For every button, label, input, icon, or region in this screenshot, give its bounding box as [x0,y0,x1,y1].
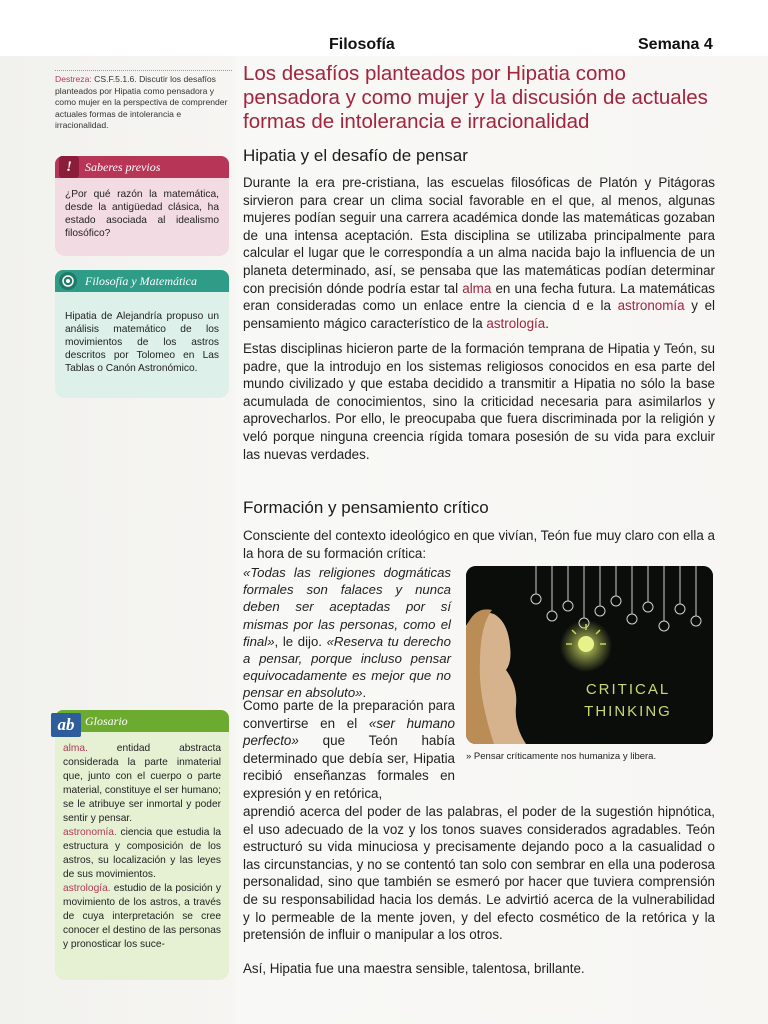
destreza-box [55,70,232,132]
glossary-term: alma. [63,743,88,754]
image-overlay-text: CRITICAL [585,681,671,698]
filosofia-matematica-title: Filosofía y Matemática [85,274,197,288]
section-heading: Hipatia y el desafío de pensar [243,146,468,165]
head-gears-icon [59,272,77,290]
glossary-term: astrología. [63,883,111,894]
paragraph-text: que Teón había determinado que debía ser, Hipatia recibió enseñanzas formales en expresión y en retórica, [243,733,455,801]
glossary-definition: ciencia que estudia la estructura y composición de los astros, su localización y las leyes de sus movimientos. [63,827,221,880]
filosofia-matematica-header [55,270,229,292]
exclamation-icon: ! [59,156,79,178]
paragraph-text: . [545,315,549,331]
saberes-previos-header [55,156,229,178]
paragraph-closing: Así, Hipatia fue una maestra sensible, talentosa, brillante. [243,961,585,976]
glosario-header [55,710,229,732]
saberes-previos-card [55,156,229,256]
paragraph-2: Estas disciplinas hicieron parte de la formación temprana de Hipatia y Teón, su padre, que la introdujo en los sistemas religiosos conocidos en esa parte del mundo civilizado y que estaba decidido a transmitir a Hipatia no sólo la base acumulada de conocimientos, sino la criticidad necesaria para asimilarlos y aprovecharlos. Por ello, le preocupaba que fuera discriminada por la religión y veló porque ninguna creencia rígida tomara posesión de su vida para excluir las nuevas verdades. [243,341,715,462]
glosario-badge: ab [51,713,81,737]
highlight-astronomia: astronomía [617,298,685,314]
paragraph-text: en una fecha futura. La matemáticas eran consideradas como un enlace entre la ciencia d e la [243,280,715,314]
saberes-previos-text: ¿Por qué razón la matemática, desde la antigüedad clásica, ha estado asociada al idealismo filosófico? [65,189,219,239]
paragraph-1 [243,174,715,332]
glossary-term: astronomía. [63,827,117,838]
quote-text: «Reserva tu derecho a pensar, porque incluso pensar equivocadamente es mejor que no pensar en absoluto» [243,633,451,701]
paragraph-text: y el pensamiento mágico característico de la [243,298,716,331]
filosofia-matematica-text: Hipatia de Alejandría propuso un análisis matemático de los movimientos de los astros descritos por Tolomeo en Las Tablas o Canón Astronómico. [65,311,219,374]
glossary-definition: entidad abstracta considerada la parte inmaterial que, junto con el cuerpo o parte material, constituye el ser humano; se le atribuye ser inmortal y poder sentir y pensar. [63,743,221,824]
critical-thinking-image [466,566,713,744]
image-caption: » Pensar críticamente nos humaniza y libera. [466,751,657,762]
destreza-text: CS.F.5.1.6. Discutir los desafíos planteados por Hipatia como pensadora y como mujer en la perspectiva de comprender actuales formas de intolerancia e irracionalidad. [55,74,228,131]
quote-end: . [362,685,367,701]
paragraph-text: Durante la era pre-cristiana, las escuelas filosóficas de Platón y Pitágoras sirvieron para crear un clima social favorable en el que, al menos, algunas mujeres podían seguir una carrera académica donde las matemáticas gozaban de una intensa aceptación. Esta disciplina se utilizaba principalmente para calcular el lugar que le correspondía a un alma nacida bajo la influencia de un planeta determinado, así, se pensaba que las matemáticas podían determinar con precisión dónde podría estar tal [243,175,715,296]
glosario-card [55,710,229,980]
theon-quote [243,564,451,702]
subject-header: Filosofía [329,36,395,53]
glosario-title: Glosario [85,714,128,728]
filosofia-matematica-card [55,270,229,398]
paragraph-text: Como parte de la preparación para convertirse en el [243,698,455,731]
saberes-previos-title: Saberes previos [85,160,161,174]
image-overlay-text: THINKING [584,703,672,720]
quote-connector: , le dijo. [274,633,327,649]
destreza-label: Destreza: [55,74,92,84]
glossary-definition: estudio de la posición y movimiento de los astros, a través de cuya interpretación se cree conocer el destino de las personas y pronosticar los suce- [63,883,221,950]
paragraph-intro: Consciente del contexto ideológico en que vivían, Teón fue muy claro con ella a la hora de su formación crítica: [243,528,715,561]
paragraph-continued: aprendió acerca del poder de las palabras, el poder de la sugestión hipnótica, el uso adecuado de la voz y los tonos suaves considerados agradables. Teón estructuró su vida minuciosa y precisamente dejando poco a la casualidad o las circunstancias, y no se contentó tan solo con sembrar en ella una poderosa personalidad, sino que también se esmeró por hacer que tuviera comprensión de su responsabilidad hacia los demás. Le advirtió acerca de la vulnerabilidad y lo permeable de la mente joven, y del efecto cosmético de la retórica y la pretensión de influir o manipular a los otros. [243,804,715,943]
highlight-alma: alma [462,280,492,296]
paragraph-wrap [243,697,455,803]
glosario-entries [55,732,229,952]
week-header: Semana 4 [638,36,713,53]
section-heading: Formación y pensamiento crítico [243,498,489,517]
italic-phrase: «ser humano perfecto» [243,715,455,749]
highlight-astrologia: astrología [486,315,546,331]
main-title: Los desafíos planteados por Hipatia como pensadora y como mujer y la discusión de actuales formas de intolerancia e irracionalidad [243,62,708,133]
quote-text: «Todas las religiones dogmáticas formales son falaces y nunca deben ser aceptadas por sí mismas por las personas, como el final» [243,565,451,649]
